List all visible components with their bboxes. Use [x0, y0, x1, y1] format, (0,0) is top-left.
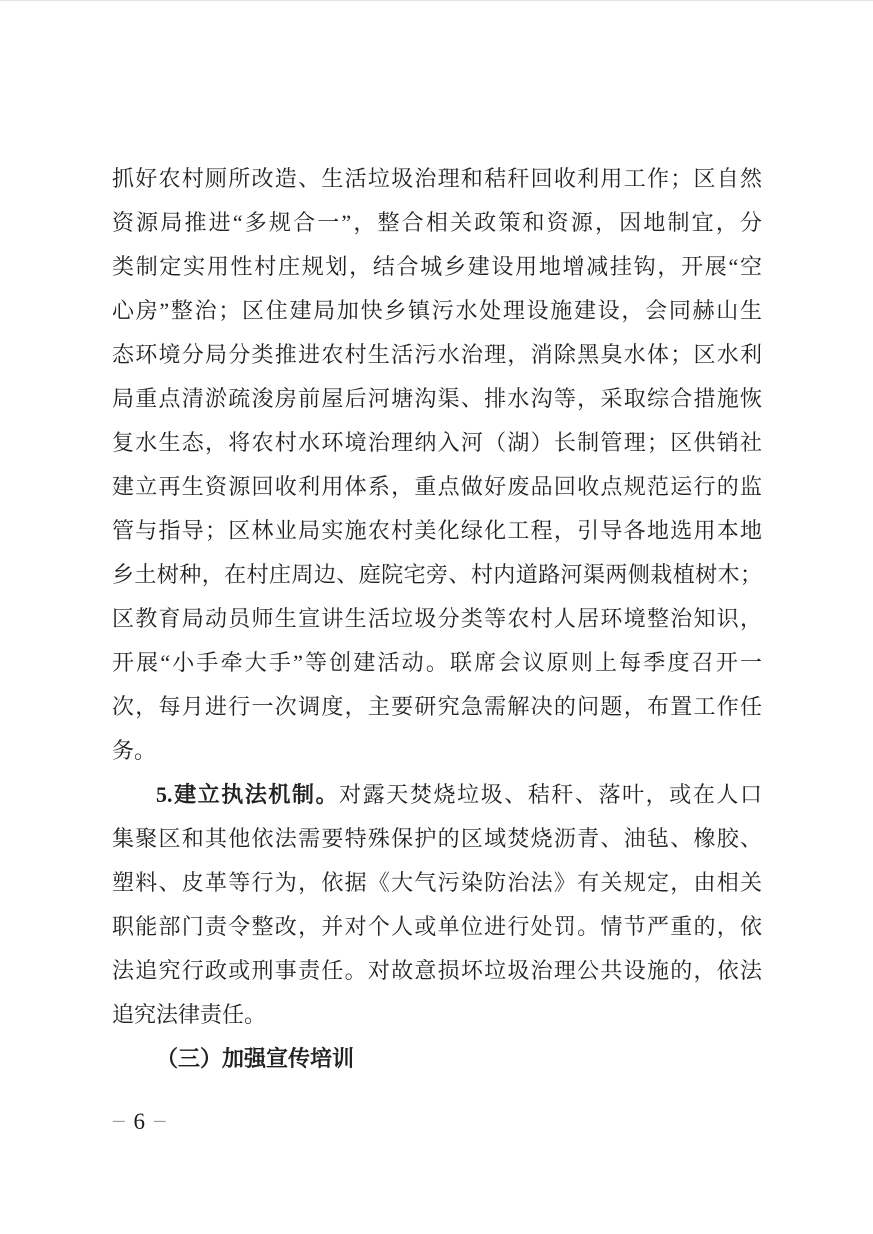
- body-text: 态环境分局分类推进农村生活污水治理，消除黑臭水体；区水利: [112, 342, 762, 367]
- text-line: [112, 333, 762, 377]
- body-text: 追究法律责任。: [112, 1002, 267, 1027]
- page-number: 6: [133, 1109, 145, 1134]
- text-line: [112, 509, 762, 553]
- body-text: 局重点清淤疏浚房前屋后河塘沟渠、排水沟等，采取综合措施恢: [112, 386, 762, 411]
- text-line: [112, 729, 762, 773]
- text-line: [112, 1037, 762, 1081]
- text-line: [112, 597, 762, 641]
- body-text: 塑料、皮革等行为，依据《大气污染防治法》有关规定，由相关: [112, 870, 762, 895]
- body-text: 区教育局动员师生宣讲生活垃圾分类等农村人居环境整治知识，: [112, 606, 762, 631]
- text-line: [112, 289, 762, 333]
- text-line: [112, 949, 762, 993]
- text-line: [112, 685, 762, 729]
- body-text: 复水生态，将农村水环境治理纳入河（湖）长制管理；区供销社: [112, 430, 762, 455]
- scan-artifact-line: [0, 0, 873, 1]
- text-line: [112, 421, 762, 465]
- text-line: [112, 157, 762, 201]
- emphasis-text: 5.建立执法机制。: [156, 782, 340, 807]
- body-text: 务。: [112, 738, 157, 763]
- body-text: 职能部门责令整改，并对个人或单位进行处罚。情节严重的，依: [112, 914, 762, 939]
- body-text: 对露天焚烧垃圾、秸秆、落叶，或在人口: [339, 782, 762, 807]
- text-line: [112, 465, 762, 509]
- text-line: [112, 201, 762, 245]
- body-text: 心房”整治；区住建局加快乡镇污水处理设施建设，会同赫山生: [112, 298, 762, 323]
- text-line: [112, 641, 762, 685]
- page-footer: [113, 1108, 166, 1136]
- text-line: [112, 905, 762, 949]
- text-line: [112, 993, 762, 1037]
- document-body: [112, 157, 762, 1081]
- body-text: 乡土树种，在村庄周边、庭院宅旁、村内道路河渠两侧栽植树木；: [112, 562, 762, 587]
- body-text: 资源局推进“多规合一”，整合相关政策和资源，因地制宜，分: [112, 210, 762, 235]
- body-text: 次，每月进行一次调度，主要研究急需解决的问题，布置工作任: [112, 694, 762, 719]
- body-text: 抓好农村厕所改造、生活垃圾治理和秸秆回收利用工作；区自然: [112, 166, 762, 191]
- emphasis-text: （三）加强宣传培训: [156, 1046, 355, 1071]
- body-text: 开展“小手牵大手”等创建活动。联席会议原则上每季度召开一: [112, 650, 762, 675]
- text-line: [112, 861, 762, 905]
- text-line: [112, 773, 762, 817]
- page-number-dash-right: –: [154, 1107, 166, 1132]
- body-text: 建立再生资源回收利用体系，重点做好废品回收点规范运行的监: [112, 474, 762, 499]
- body-text: 管与指导；区林业局实施农村美化绿化工程，引导各地选用本地: [112, 518, 762, 543]
- text-line: [112, 245, 762, 289]
- text-line: [112, 377, 762, 421]
- page-number-dash-left: –: [113, 1107, 125, 1132]
- body-text: 法追究行政或刑事责任。对故意损坏垃圾治理公共设施的，依法: [112, 958, 762, 983]
- text-line: [112, 553, 762, 597]
- body-text: 类制定实用性村庄规划，结合城乡建设用地增减挂钩，开展“空: [112, 254, 762, 279]
- text-line: [112, 817, 762, 861]
- body-text: 集聚区和其他依法需要特殊保护的区域焚烧沥青、油毡、橡胶、: [112, 826, 762, 851]
